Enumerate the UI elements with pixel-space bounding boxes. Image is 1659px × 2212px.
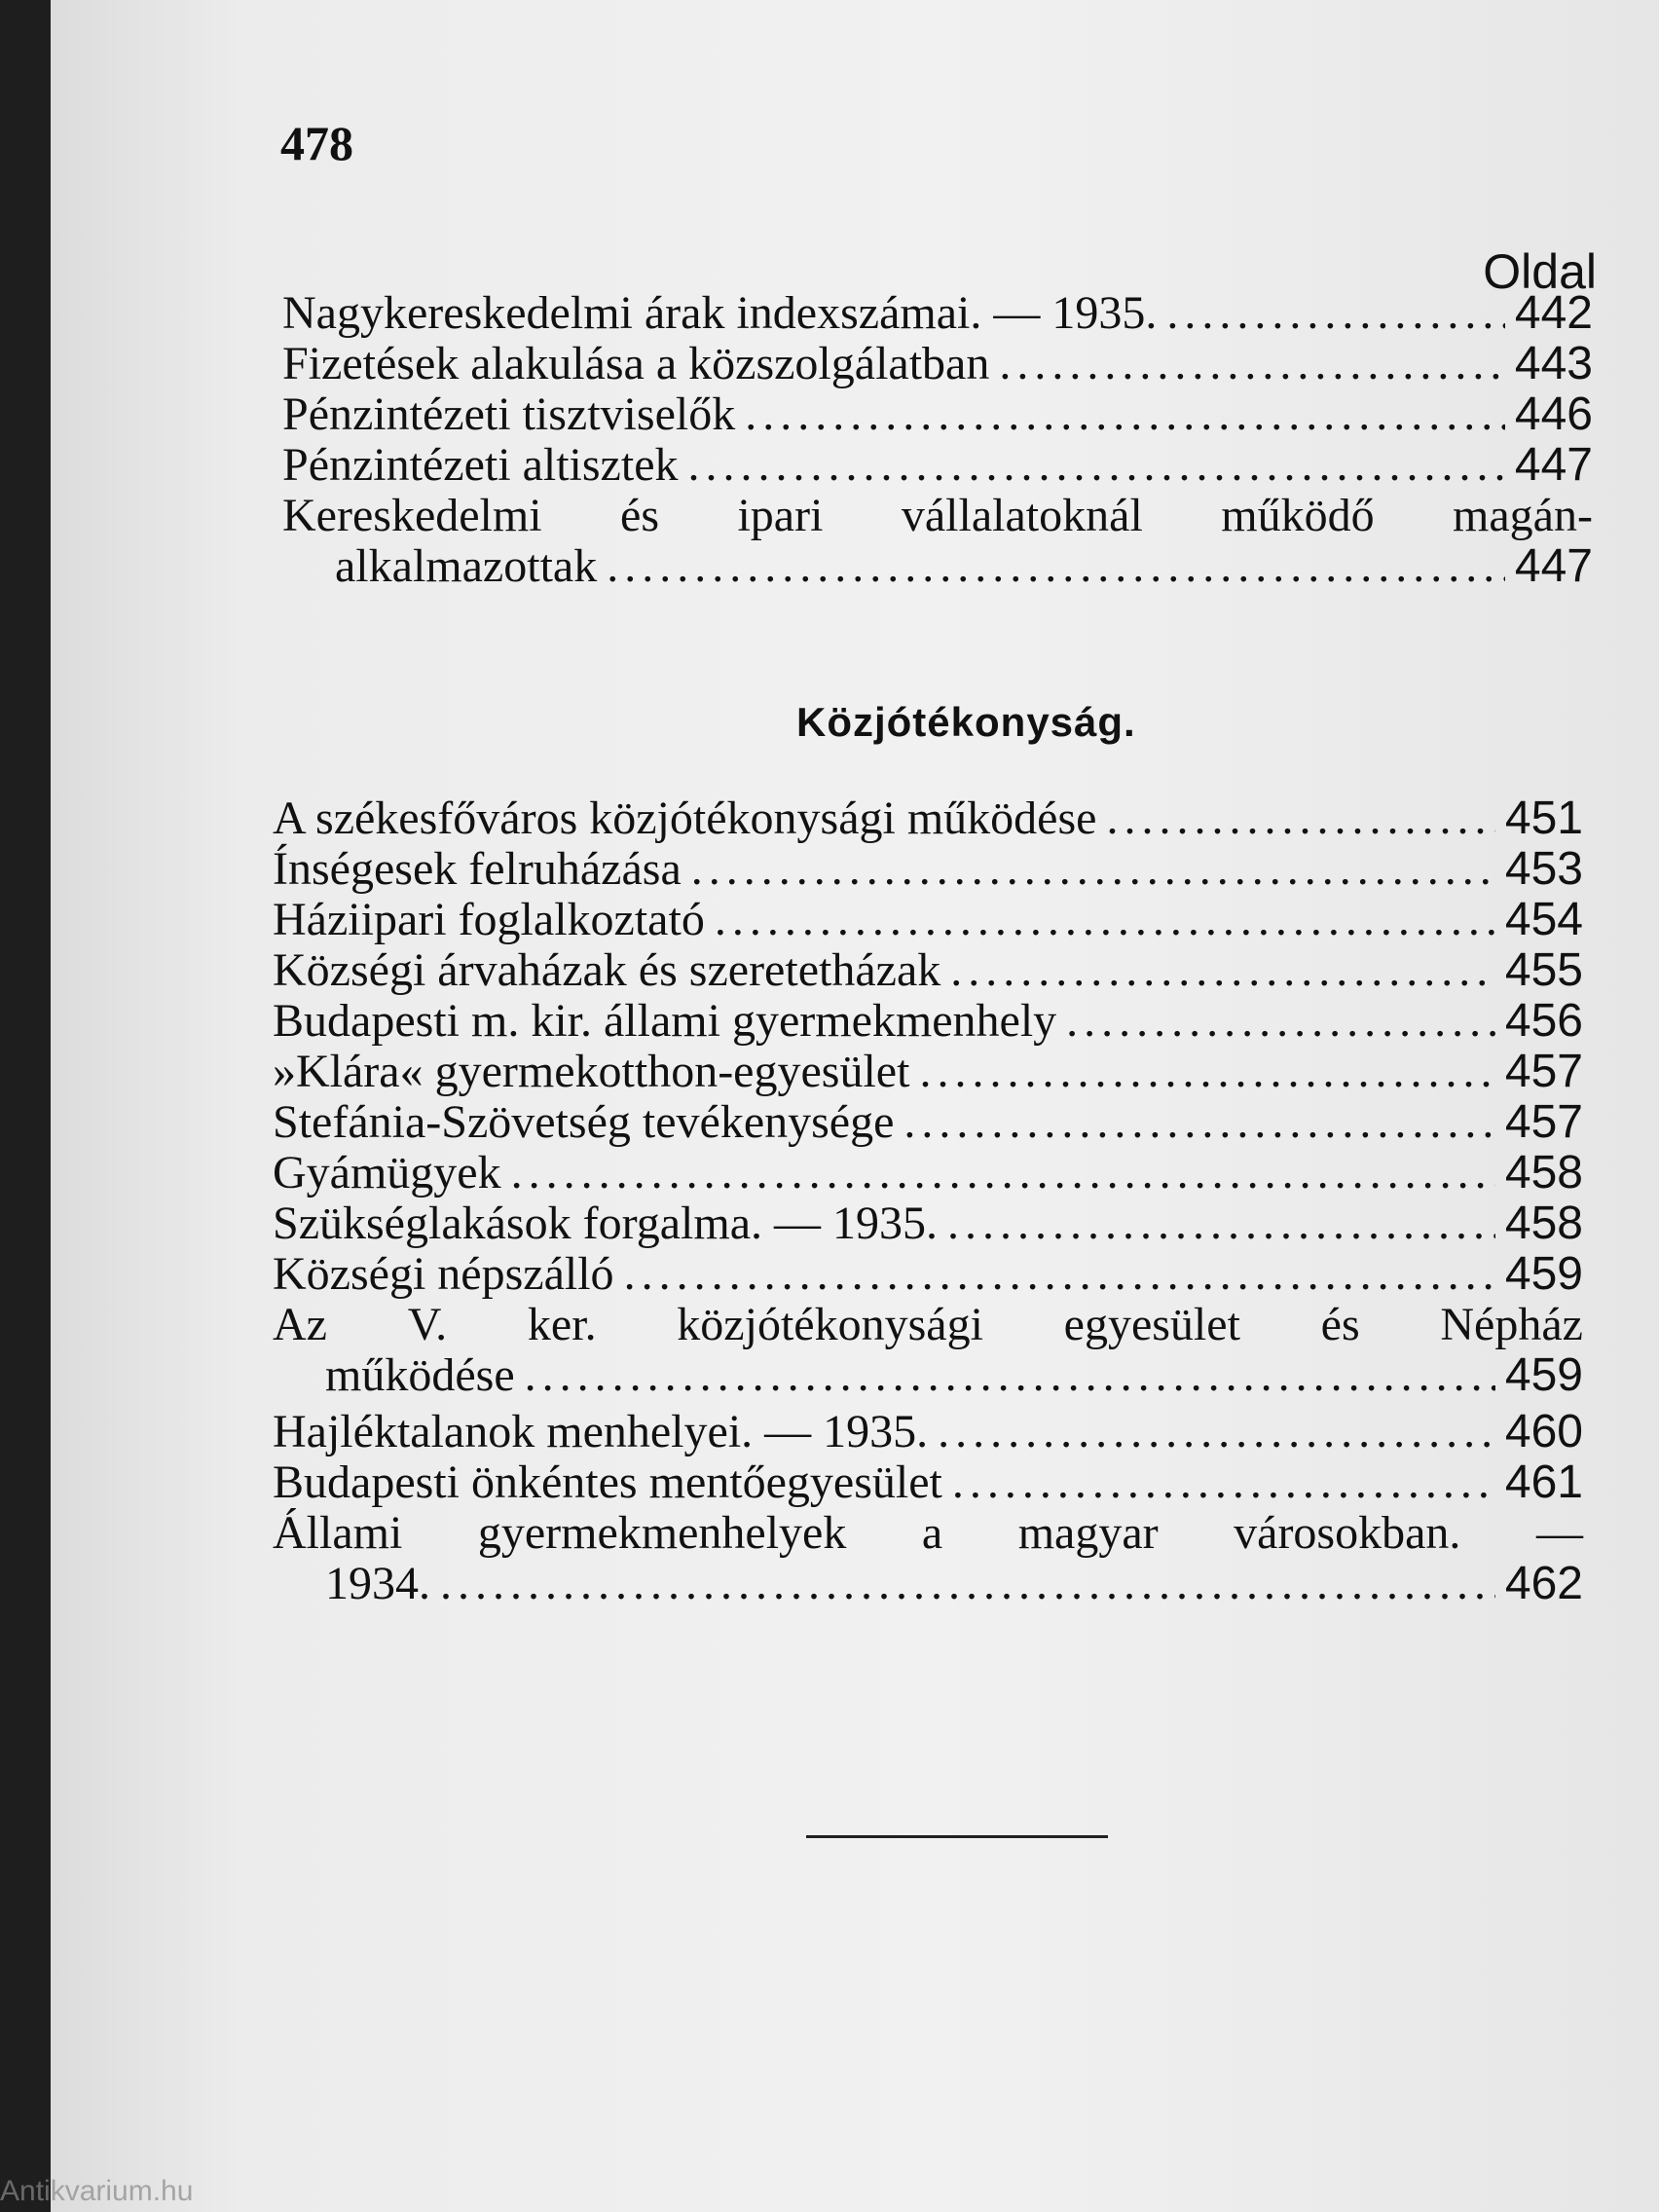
toc-word: a: [921, 1507, 943, 1559]
toc-entry-page: 461: [1504, 1456, 1583, 1508]
toc-entry-page: 458: [1504, 1147, 1583, 1198]
leader-dots: [691, 844, 1495, 895]
leader-dots: [1166, 288, 1505, 339]
book-page: [51, 0, 1659, 2212]
toc-list-section: [273, 793, 1583, 1615]
toc-entry-page: 457: [1504, 1046, 1583, 1097]
leader-dots: [947, 1198, 1495, 1249]
toc-entry: [273, 945, 1583, 996]
leader-dots: [745, 389, 1505, 440]
toc-entry-page: 453: [1504, 843, 1583, 895]
toc-entry-page: 443: [1514, 338, 1593, 389]
closing-rule: [806, 1835, 1108, 1838]
toc-entry-page: 454: [1504, 894, 1583, 945]
toc-entry-title: Pénzintézeti altisztek: [282, 439, 679, 491]
toc-word: és: [1320, 1299, 1360, 1350]
toc-entry-title: Szükséglakások forgalma. — 1935.: [273, 1198, 938, 1249]
toc-entry-title: Nagykereskedelmi árak indexszámai. — 1935.: [282, 287, 1158, 339]
toc-entry-page: 447: [1514, 439, 1593, 491]
toc-entry-title: A székesfőváros közjótékonysági működése: [273, 793, 1097, 844]
toc-word: ipari: [737, 490, 824, 541]
leader-dots: [938, 1407, 1495, 1457]
toc-entry: [282, 288, 1593, 339]
toc-word: —: [1535, 1507, 1583, 1559]
leader-dots: [511, 1148, 1495, 1198]
toc-entry: [273, 996, 1583, 1047]
toc-entry-title-continued: alkalmazottak: [335, 540, 598, 592]
toc-entry-title: Hajléktalanok menhelyei. — 1935.: [273, 1406, 929, 1457]
toc-entry-title-continued: 1934.: [325, 1558, 430, 1609]
toc-entry-title: [282, 491, 1593, 541]
toc-word: V.: [407, 1299, 448, 1350]
toc-entry-page: 460: [1504, 1406, 1583, 1457]
toc-word: magyar: [1017, 1507, 1159, 1559]
toc-entry-title: [273, 1300, 1583, 1350]
toc-entry-title-continued: működése: [325, 1349, 515, 1401]
leader-dots: [1066, 996, 1495, 1047]
toc-word: városokban.: [1234, 1507, 1461, 1559]
toc-word: Kereskedelmi: [282, 490, 542, 541]
toc-word: és: [620, 490, 659, 541]
leader-dots: [919, 1047, 1494, 1097]
toc-entry: [273, 1249, 1583, 1300]
toc-entry-page: 458: [1504, 1198, 1583, 1249]
toc-entry: [273, 1508, 1583, 1559]
toc-entry: [282, 339, 1593, 389]
toc-entry-continuation: [273, 1559, 1583, 1615]
toc-entry-title: Budapesti m. kir. állami gyermekmenhely: [273, 995, 1057, 1047]
toc-entry-page: 456: [1504, 995, 1583, 1047]
leader-dots: [607, 541, 1505, 592]
toc-entry-title: [273, 1508, 1583, 1559]
page-number: 478: [280, 116, 353, 170]
toc-entry-title: Háziipari foglalkoztató: [273, 894, 705, 945]
toc-entry-page: 459: [1504, 1349, 1583, 1401]
toc-word: gyermekmenhelyek: [477, 1507, 847, 1559]
toc-entry-continuation: [273, 1350, 1583, 1407]
toc-word: ker.: [527, 1299, 597, 1350]
toc-entry: [282, 389, 1593, 440]
section-title: Közjótékonyság.: [796, 699, 1136, 745]
toc-word: magán-: [1453, 490, 1593, 541]
toc-word: Az: [273, 1299, 327, 1350]
toc-entry-page: 442: [1514, 287, 1593, 339]
toc-entry: [273, 1407, 1583, 1457]
toc-entry: [282, 491, 1593, 541]
toc-entry-title: Községi árvaházak és szeretetházak: [273, 944, 941, 996]
toc-entry: [273, 1097, 1583, 1148]
toc-entry-page: 447: [1514, 540, 1593, 592]
toc-entry-title: Pénzintézeti tisztviselők: [282, 388, 736, 440]
toc-entry-title: »Klára« gyermekotthon-egyesület: [273, 1046, 910, 1097]
toc-word: működő: [1221, 490, 1375, 541]
toc-entry: [282, 440, 1593, 491]
toc-entry-title: Stefánia-Szövetség tevékenysége: [273, 1096, 895, 1148]
toc-entry-page: 459: [1504, 1248, 1583, 1300]
toc-entry-page: 446: [1514, 388, 1593, 440]
toc-entry: [273, 1457, 1583, 1508]
toc-entry: [273, 1148, 1583, 1198]
leader-dots: [903, 1097, 1494, 1148]
leader-dots: [525, 1350, 1495, 1401]
toc-entry-continuation: [282, 541, 1593, 598]
toc-entry-page: 451: [1504, 793, 1583, 844]
leader-dots: [950, 945, 1495, 996]
toc-entry-page: 455: [1504, 944, 1583, 996]
toc-entry: [273, 793, 1583, 844]
leader-dots: [952, 1457, 1495, 1508]
toc-entry: [273, 1300, 1583, 1350]
leader-dots: [688, 440, 1505, 491]
leader-dots: [715, 895, 1495, 945]
toc-word: vállalatoknál: [901, 490, 1143, 541]
page-column-header: Oldal: [1483, 244, 1597, 299]
toc-entry: [273, 1198, 1583, 1249]
leader-dots: [999, 339, 1505, 389]
leader-dots: [1106, 793, 1494, 844]
toc-entry-title: Fizetések alakulása a közszolgálatban: [282, 338, 990, 389]
toc-word: közjótékonysági: [677, 1299, 983, 1350]
toc-word: egyesület: [1063, 1299, 1240, 1350]
toc-entry: [273, 844, 1583, 895]
toc-entry-title: Községi népszálló: [273, 1248, 614, 1300]
toc-word: Népház: [1440, 1299, 1583, 1350]
toc-entry-page: 457: [1504, 1096, 1583, 1148]
leader-dots: [624, 1249, 1495, 1300]
toc-word: Állami: [273, 1507, 403, 1559]
toc-entry-title: Ínségesek felruházása: [273, 843, 682, 895]
toc-entry-page: 462: [1504, 1558, 1583, 1609]
watermark: Antikvarium.hu: [0, 2175, 194, 2207]
toc-entry-title: Budapesti önkéntes mentőegyesület: [273, 1456, 942, 1508]
toc-entry: [273, 1047, 1583, 1097]
toc-list-top: [282, 288, 1593, 598]
leader-dots: [440, 1559, 1495, 1609]
toc-entry-title: Gyámügyek: [273, 1147, 501, 1198]
toc-entry: [273, 895, 1583, 945]
